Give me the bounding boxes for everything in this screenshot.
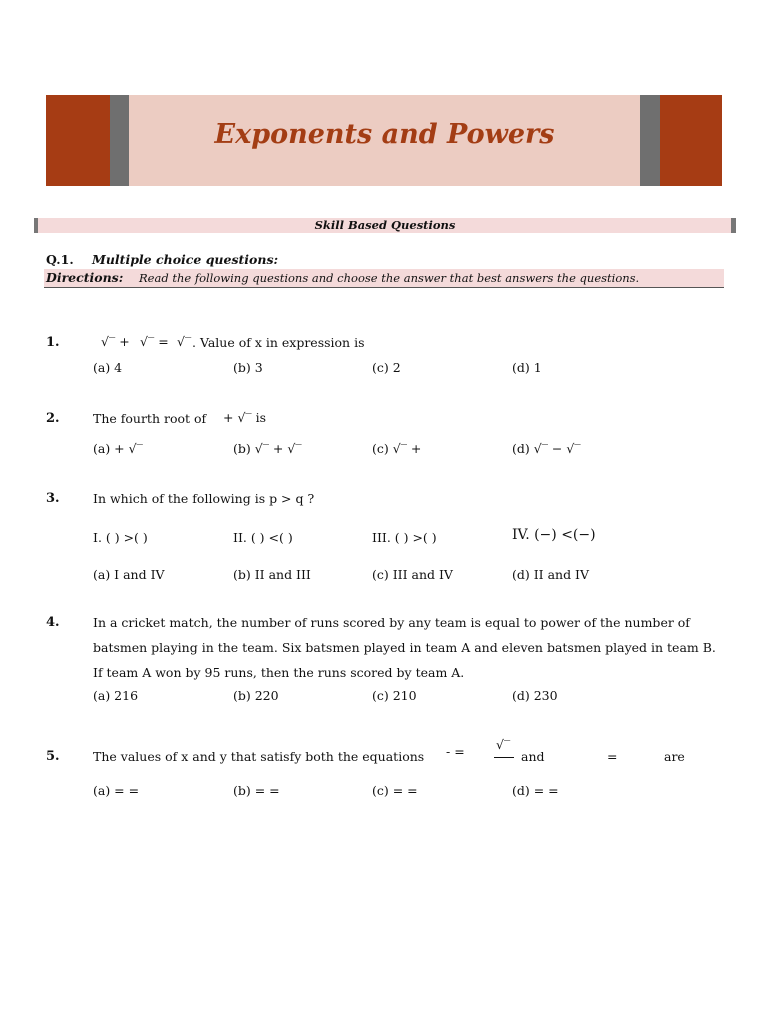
title-banner	[46, 95, 722, 186]
question-group-text: Multiple choice questions:	[92, 252, 279, 267]
option-c: (c) 2	[372, 360, 401, 375]
option-a: (a) 4	[93, 360, 123, 375]
directions-text: Read the following questions and choose the answer that best answers the questions.	[139, 271, 640, 285]
question-number: 4.	[46, 615, 60, 630]
banner-right-block	[660, 95, 722, 186]
fraction-bar	[494, 757, 514, 758]
option-d: (d) √‾ − √‾	[512, 441, 581, 456]
statement-i: I. ( ) >( )	[93, 530, 148, 545]
section-bar-right-tick	[731, 218, 736, 233]
q2-math-suffix: + √‾ is	[223, 410, 267, 425]
option-c: (c) √‾ +	[372, 441, 422, 456]
question-number: 2.	[46, 411, 60, 426]
option-b: (b) II and III	[233, 567, 311, 582]
q1-math-term-c: √‾	[177, 334, 192, 349]
option-d: (d) 230	[512, 688, 558, 703]
option-c: (c) 210	[372, 688, 417, 703]
option-b: (b) = =	[233, 783, 280, 798]
question-number: 3.	[46, 491, 60, 506]
question-group-label: Q.1.	[46, 252, 74, 267]
question-text: In a cricket match, the number of runs scored by any team is equal to power of the number of batsmen playing in the team. Six batsmen played in team A and eleven batsmen played in team B. If team A won by 95 runs, then the runs scored by team A.	[93, 615, 716, 680]
question-group-heading	[46, 252, 278, 267]
option-b: (b) 220	[233, 688, 279, 703]
option-b: (b) 3	[233, 360, 263, 375]
q1-math-term-b: √‾ =	[140, 334, 169, 349]
option-d: (d) 1	[512, 360, 542, 375]
directions-label: Directions:	[46, 270, 124, 285]
option-d: (d) = =	[512, 783, 559, 798]
section-bar	[34, 218, 736, 233]
banner-left-block	[46, 95, 110, 186]
question-text: In which of the following is p > q ?	[93, 491, 315, 506]
question-text: The fourth root of	[93, 411, 207, 426]
option-d: (d) II and IV	[512, 567, 590, 582]
question-number: 5.	[46, 749, 60, 764]
option-c: (c) III and IV	[372, 567, 453, 582]
section-title: Skill Based Questions	[314, 218, 456, 232]
option-a: (a) + √‾	[93, 441, 143, 456]
q5-are: are	[664, 749, 685, 764]
directions-bar	[44, 269, 724, 288]
banner-right-stripe	[640, 95, 660, 186]
banner-left-stripe	[110, 95, 129, 186]
option-a: (a) 216	[93, 688, 139, 703]
option-c: (c) = =	[372, 783, 418, 798]
page-title: Exponents and Powers	[214, 119, 555, 150]
q1-math-term-a: √‾ +	[101, 334, 130, 349]
question-number: 1.	[46, 335, 60, 350]
option-a: (a) = =	[93, 783, 140, 798]
statement-ii: II. ( ) <( )	[233, 530, 293, 545]
statement-iii: III. ( ) >( )	[372, 530, 437, 545]
question-text: . Value of x in expression is	[192, 335, 365, 350]
option-a: (a) I and IV	[93, 567, 165, 582]
question-text: The values of x and y that satisfy both the equations	[93, 749, 425, 764]
q5-and: and	[521, 749, 545, 764]
option-b: (b) √‾ + √‾	[233, 441, 302, 456]
q5-equation-1: - =	[446, 744, 465, 759]
q5-equation-2: =	[607, 749, 618, 764]
q5-equation-sqrt: √‾	[496, 737, 511, 752]
statement-iv: IV. (−) <(−)	[512, 527, 596, 543]
